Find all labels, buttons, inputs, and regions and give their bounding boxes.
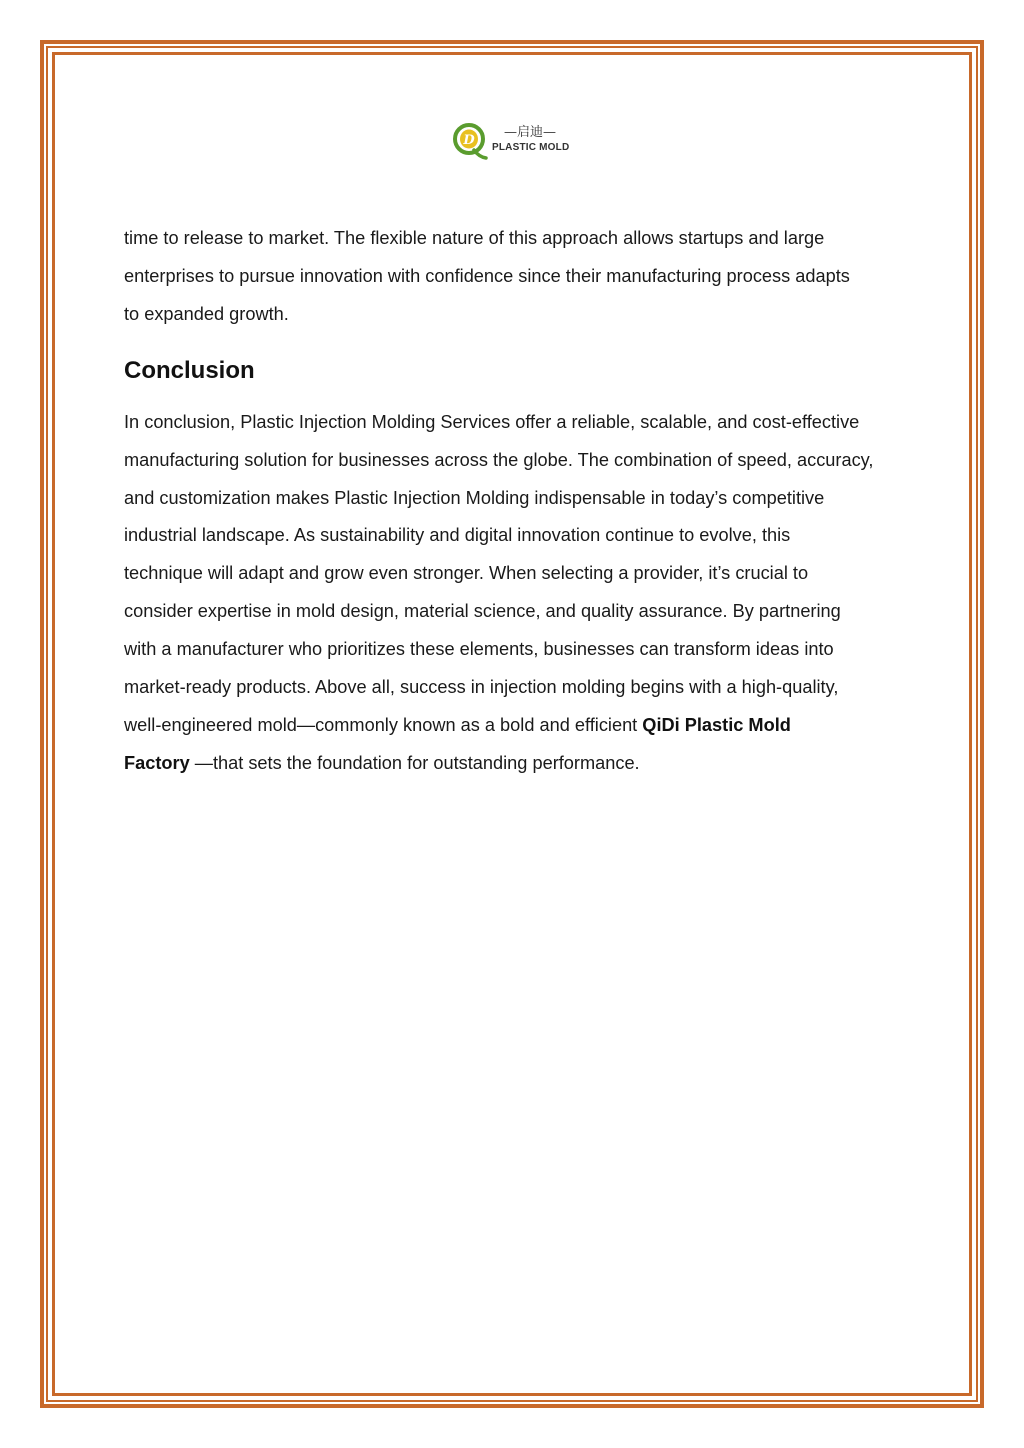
text-line: enterprises to pursue innovation with confidence since their manufacturing process adapts — [124, 265, 850, 286]
company-name-bold-continued: Factory — [124, 752, 190, 773]
text-run: —that sets the foundation for outstanding performance. — [189, 752, 640, 773]
text-line: manufacturing solution for businesses across the globe. The combination of speed, accuracy, — [124, 449, 874, 470]
company-logo — [452, 121, 572, 161]
text-line: with a manufacturer who prioritizes these elements, businesses can transform ideas into — [124, 639, 834, 660]
logo-english-text: PLASTIC MOLD — [492, 142, 570, 153]
text-run: well-engineered mold—commonly known as a bold and efficient — [124, 714, 643, 735]
logo-chinese-text: —启迪— — [503, 125, 556, 140]
company-name-bold: QiDi Plastic Mold — [642, 714, 791, 735]
text-line — [124, 745, 906, 783]
text-line: In conclusion, Plastic Injection Molding Services offer a reliable, scalable, and cost-effective — [124, 411, 860, 432]
text-line: to expanded growth. — [124, 303, 289, 324]
text-line: consider expertise in mold design, material science, and quality assurance. By partnering — [124, 601, 841, 622]
section-heading: Conclusion — [124, 356, 255, 384]
text-line — [124, 707, 906, 745]
svg-text:D: D — [463, 133, 475, 148]
qd-logo-icon — [452, 121, 488, 161]
intro-paragraph — [124, 220, 906, 334]
text-line: and customization makes Plastic Injection Molding indispensable in today’s competitive — [124, 487, 825, 508]
conclusion-paragraph — [124, 404, 906, 783]
text-line: market-ready products. Above all, success in injection molding begins with a high-quality, — [124, 677, 839, 698]
text-line: industrial landscape. As sustainability and digital innovation continue to evolve, this — [124, 525, 791, 546]
text-line: time to release to market. The flexible nature of this approach allows startups and large — [124, 228, 825, 248]
text-line: technique will adapt and grow even stronger. When selecting a provider, it’s crucial to — [124, 563, 809, 584]
document-body — [124, 220, 906, 783]
